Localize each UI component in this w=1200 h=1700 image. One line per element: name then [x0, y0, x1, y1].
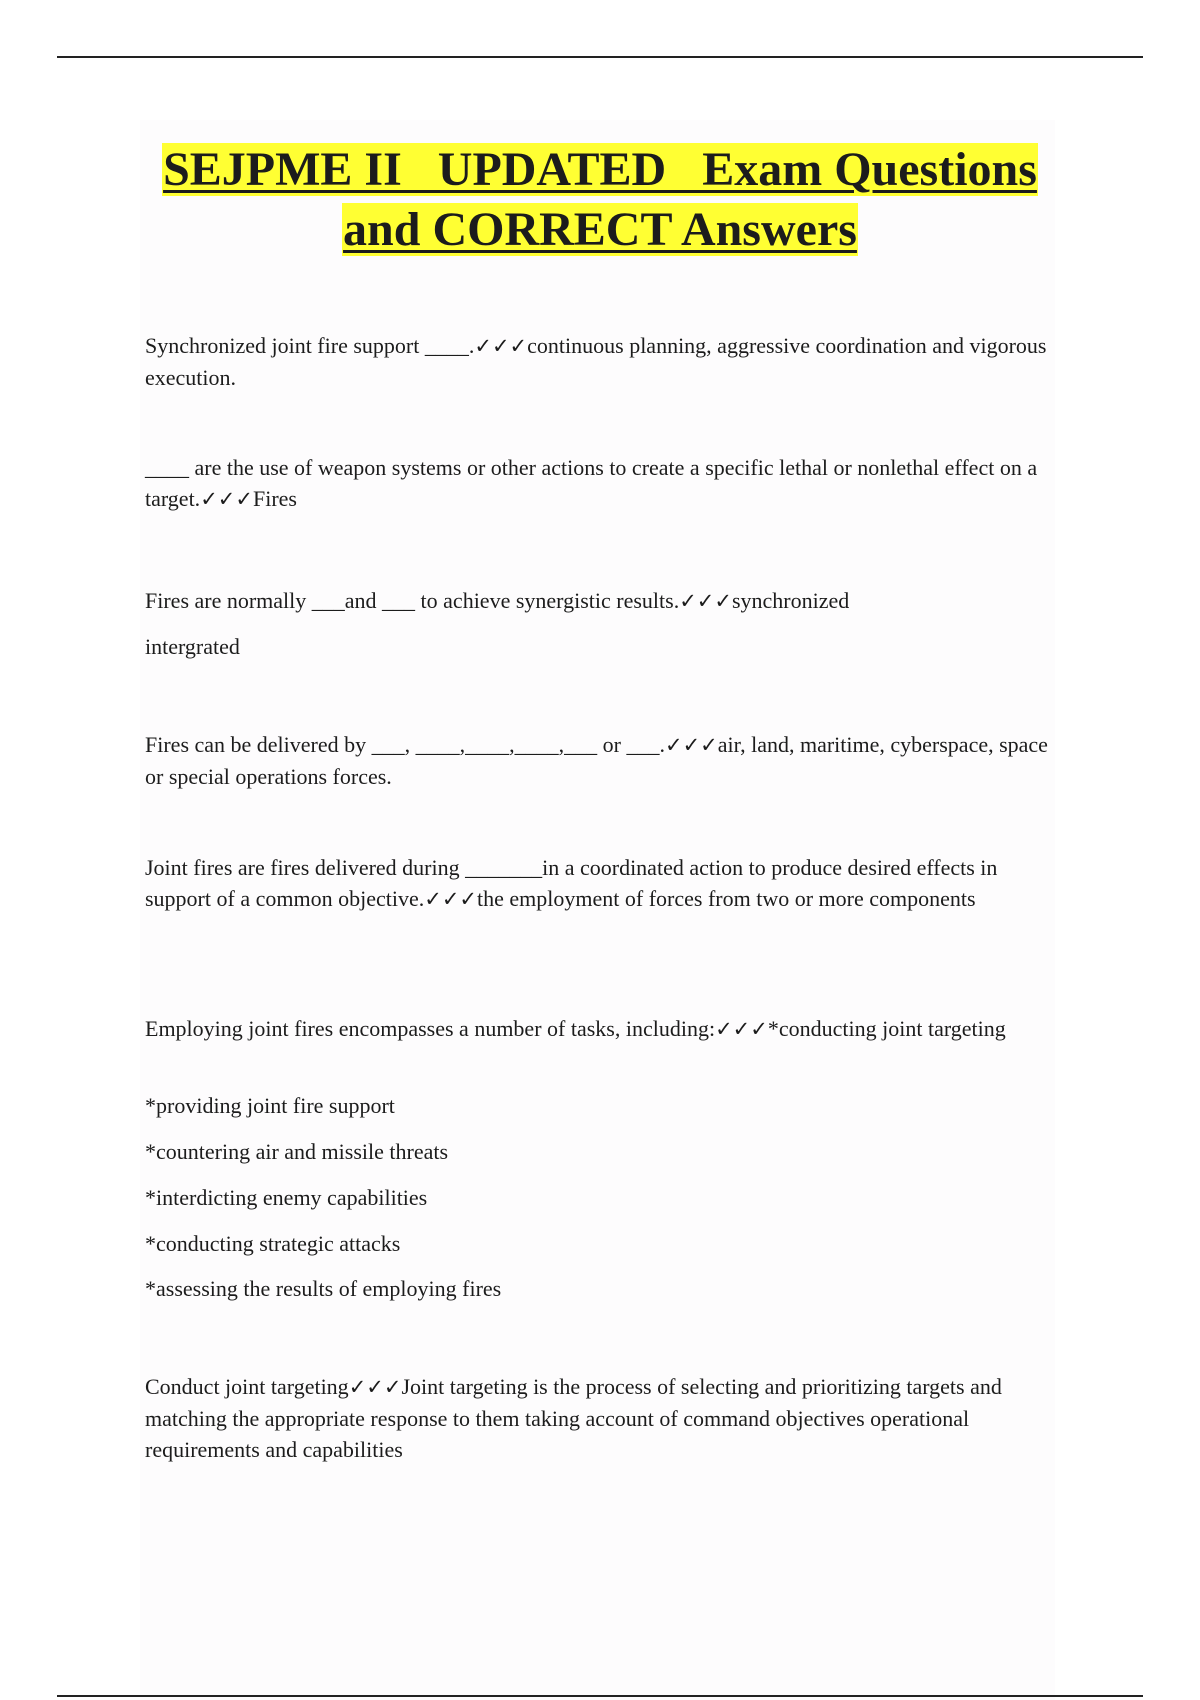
page-title: [100, 140, 1100, 260]
check-marks-icon: ✓✓✓: [715, 1017, 768, 1041]
answer-continuation: intergrated: [145, 634, 240, 659]
bottom-rule: [57, 1695, 1143, 1697]
list-item: *conducting strategic attacks: [145, 1231, 401, 1256]
question-text: Joint fires are fires delivered during _______in a coordinated action to produce desired effects in support of a common objective.: [145, 855, 998, 911]
question-text: Fires are normally ___and ___ to achieve synergistic results.: [145, 588, 680, 613]
question-text: Fires can be delivered by ___, ____,____,____,___ or ___.: [145, 732, 665, 757]
list-item: *interdicting enemy capabilities: [145, 1185, 428, 1210]
answer-text: Fires: [252, 486, 297, 511]
top-rule: [57, 56, 1143, 58]
check-marks-icon: ✓✓✓: [200, 487, 253, 511]
qa-item-5: [145, 852, 1050, 915]
check-marks-icon: ✓✓✓: [474, 334, 528, 358]
question-text: Synchronized joint fire support ____.: [145, 333, 475, 358]
qa-item-4: [145, 729, 1050, 792]
question-text: Conduct joint targeting: [145, 1374, 349, 1399]
answer-text: *conducting joint targeting: [767, 1016, 1006, 1041]
answer-text: Joint targeting is the process of selecting and prioritizing targets and matching the appropriate response to them taking account of command objectives operational requirements and capabilities: [145, 1374, 1002, 1462]
check-marks-icon: ✓✓✓: [348, 1375, 402, 1399]
question-text: ____ are the use of weapon systems or other actions to create a specific lethal or nonlethal effect on a target.: [145, 455, 1038, 511]
answer-text: the employment of forces from two or more components: [477, 886, 976, 911]
qa-item-3: [145, 585, 1050, 617]
list-item: *providing joint fire support: [145, 1093, 395, 1118]
answer-text: air, land, maritime, cyberspace, space or special operations forces.: [145, 732, 1048, 789]
list-item: *countering air and missile threats: [145, 1139, 449, 1164]
title-line-2: and CORRECT Answers: [343, 203, 857, 256]
list-item: *assessing the results of employing fires: [145, 1276, 502, 1301]
qa-item-6: [145, 1013, 1050, 1045]
answer-text: synchronized: [731, 588, 850, 613]
qa-item-1: [145, 330, 1050, 393]
check-marks-icon: ✓✓✓: [664, 733, 718, 757]
check-marks-icon: ✓✓✓: [679, 589, 732, 613]
question-text: Employing joint fires encompasses a number of tasks, including:: [145, 1016, 716, 1041]
title-line-1: SEJPME II UPDATED Exam Questions: [163, 143, 1037, 196]
qa-item-7: [145, 1371, 1050, 1465]
check-marks-icon: ✓✓✓: [424, 887, 478, 911]
answer-text: continuous planning, aggressive coordination and vigorous execution.: [145, 333, 1047, 390]
qa-item-2: [145, 452, 1050, 515]
